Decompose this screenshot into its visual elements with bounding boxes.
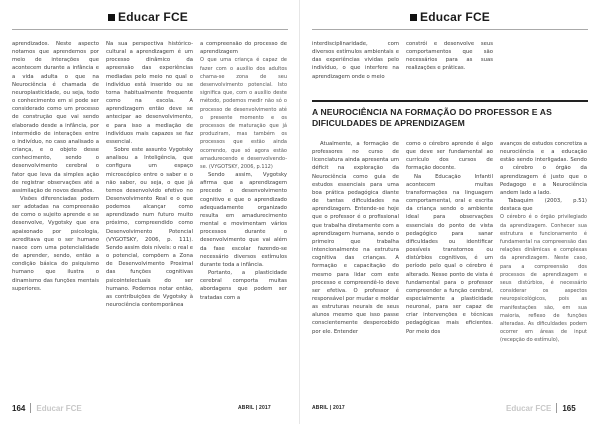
block-quote: O que uma criança é capaz de fazer com o auxílio dos adultos chama-se zona de seu desenvolvimento potencial. Isto significa que, com o auxílio deste método, podemos medir não só o processo de desenvolvimento até o presente momento e os processos de maturação que já produziram, mas também os processos que estão ainda ocorrendo, que só agora estão amadurecendo e desenvolvendo-se. (VYGOTSKY, 2006, p.112) (200, 57, 287, 170)
square-bullet-icon (108, 14, 115, 21)
page-footer-left (312, 402, 345, 414)
paragraph: Na sua perspectiva histórico-cultural a aprendizagem é um processo dinâmico da apreensão das experiências mediadas pelo meio no qual o indivíduo está inserido ou se torna habitualmente frequente como na escola. A aprendizagem então deve se antecipar ao desenvolvimento, e para isso a mediação de indivíduos mais capazes se faz essencial. (106, 41, 193, 145)
paragraph: a compreensão do processo de aprendizagem (200, 41, 287, 56)
footer-date: ABRIL | 2017 (312, 405, 345, 411)
section-title: A NEUROCIÊNCIA NA FORMAÇÃO DO PROFESSOR E AS DIFICULDADES DE APRENDIZAGEM (312, 107, 552, 128)
text-column-2 (406, 140, 493, 352)
page-number: 164 (12, 403, 26, 413)
page-number: 165 (562, 403, 576, 413)
paragraph: Sobre este assunto Vygotsky analisou a Inteligência, que configura um espaço microscópico entre o saber e o não saber, ou seja, o que já temos desenvolvido efetivo no Desenvolvimento Real e o que podemos alcançar como aprendizado num futuro muito próximo, compreendido como Desenvolvimento Potencial (VYGOTSKY, 2006, p. 111). Sendo assim dois níveis: o real e o potencial, compõem a Zona de Desenvolvimento Proximal das funções cognitivas psicointelectuais do ser humano. Podemos notar então, as contribuições de Vygotsky à neurociência contemporânea (106, 147, 193, 308)
paragraph: interdisciplinaridade, com diversos estímulos ambientais e das experiências vividas pelo indivíduo, o que interfere na aprendizagem onde o meio (312, 41, 399, 80)
text-column-1 (12, 40, 99, 346)
page-footer-right (506, 402, 576, 414)
right-page (300, 0, 600, 424)
page-header (410, 10, 490, 24)
left-text-columns (12, 40, 287, 346)
paragraph: Tabaquim (2003, p.51) destaca que (500, 198, 587, 213)
text-column-3 (200, 40, 287, 346)
text-column-2 (106, 40, 193, 346)
page-footer-right (238, 402, 271, 414)
paragraph: como o cérebro aprende é algo que deve ser fundamental ao currículo dos cursos de formação docente. (406, 141, 493, 172)
footer-brand: Educar FCE (506, 403, 552, 413)
paragraph: aprendizados. Neste aspecto notamos que aprendemos por meio de interações que acontecem durante a infância e a vida adulta o que na Neurociência é chamada de neuroplasticidade, ou seja, todo o conhecimento em si pode ser considerado como um processo de construção que vai sendo elaborado desde a infância, por intermédio de interações entre o indivíduo, no caso analisado a criança, e o objeto desse conhecimento, sendo o desenvolvimento cerebral o fator que leva da simples ação de registrar observações até a assimilação de novos desafios. (12, 41, 99, 194)
footer-divider (556, 403, 557, 413)
footer-brand: Educar FCE (36, 403, 82, 413)
paragraph: Portanto, a plasticidade cerebral comporta muitas abordagens que podem ser tratadas com a (200, 270, 287, 301)
header-divider (312, 29, 588, 30)
block-quote: O cérebro é o órgão privilegiado da aprendizagem. Conhecer sua estrutura e funcionamento é fundamental na compreensão das relações dinâmicas e complexas da aprendizagem. Neste caso, para a compreensão dos processos de aprendizagem e seus distúrbios, é necessário considerar os aspectos neuropsicológicos, pois as manifestações são, em sua maioria, reflexo de funções alteradas. As dificuldades podem ocorrer em áreas de input (recepção do estímulo), (500, 214, 587, 344)
text-column-1 (312, 140, 399, 352)
page-footer-left (12, 402, 82, 414)
paragraph: constrói e desenvolve seus comportamentos que são necessários para as suas realizações e práticas. (406, 41, 493, 72)
text-column-1 (312, 40, 399, 88)
right-top-columns (312, 40, 587, 88)
header-brand: Educar FCE (118, 10, 189, 24)
paragraph: Visões diferenciadas podem ser adotadas na compreensão de como o sujeito aprende e se desenvolve, Vygotsky que era apaixonado por psicologia, acreditava que o ser humano nasce com uma potencialidade de aprender, sendo, então a condição básica do psiquismo humano que ilustra o dinamismo das funções mentais superiores. (12, 195, 99, 292)
footer-date: ABRIL | 2017 (238, 405, 271, 411)
title-rule (312, 100, 588, 102)
header-divider (12, 29, 288, 30)
page-header (108, 10, 188, 24)
footer-divider (30, 403, 31, 413)
right-text-columns (312, 140, 587, 352)
section-title-block (312, 100, 588, 136)
paragraph: Sendo assim, Vygotsky afirma que a aprendizagem precede o desenvolvimento cognitivo e que o aprendizado adequadamente organizado resulta em amadurecimento mental e movimentam vários processos durante o desenvolvimento que vai além da fase escolar fazendo-se necessário diversos estímulos durante toda a infância. (200, 172, 287, 268)
paragraph: Atualmente, a formação de professores no curso de licenciatura ainda apresenta um déficit na exploração da Neurociência como guia de estudos essenciais para uma boa prática pedagógica diante de tantas dificuldades na aprendizagem. Entende-se hoje que o professor é o profissional que trabalha diretamente com a aprendizagem humana, sendo o primeiro que trabalha intencionalmente na estrutura cognitiva das crianças. A formação e capacitação do mesmo para lidar com este processo e compreendê-lo deve ser efetiva. O professor é responsável por mudar e moldar as estruturas neurais de seus alunos mesmo que isso passe conscientemente despercebido por ele. Entender (312, 141, 399, 335)
text-column-3 (500, 140, 587, 352)
text-column-3 (500, 40, 587, 88)
paragraph: avanços de estudos concretiza a neurociência e a educação estão sendo interligadas. Sendo o cérebro o órgão da aprendizagem é justo que o Pedagogo e a Neurociência andem lado a lado. (500, 141, 587, 196)
square-bullet-icon (410, 14, 417, 21)
header-brand: Educar FCE (420, 10, 491, 24)
paragraph: Na Educação Infantil acontecem muitas transformações na linguagem comportamental, oral e escrita da criança sendo o ambiente ideal para observações essenciais do ponto de vista pedagógico para sanar dificuldades ou identificar possíveis transtornos ou distúrbios cognitivos, é um período pelo qual o cérebro é alterado. Nesse ponto de vista é fundamental para o professor compreender a função cerebral, especialmente a plasticidade neuronal, para ser capaz de criar intervenções e técnicas pedagógicas mais eficientes. Por meio dos (406, 173, 493, 335)
text-column-2 (406, 40, 493, 88)
